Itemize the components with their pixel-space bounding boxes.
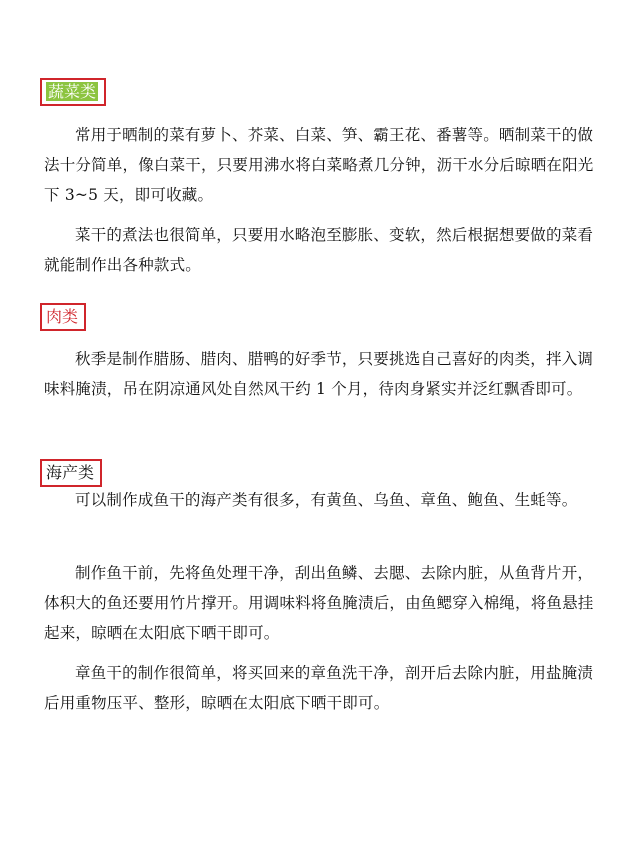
paragraph-meat-1: 秋季是制作腊肠、腊肉、腊鸭的好季节，只要挑选自己喜好的肉类，拌入调味料腌渍，吊在阴凉通风处自然风干约 1 个月，待肉身紧实并泛红飘香即可。 (44, 350, 594, 398)
section-title-vegetables (40, 78, 106, 106)
paragraph-vegetables-1: 常用于晒制的菜有萝卜、芥菜、白菜、笋、霸王花、番薯等。晒制菜干的做法十分简单，像白菜干，只要用沸水将白菜略煮几分钟，沥干水分后晾晒在阳光下 3~5 天，即可收藏。 (44, 126, 594, 204)
section-title-meat-text: 肉类 (46, 307, 79, 326)
section-title-vegetables-text: 蔬菜类 (48, 82, 97, 101)
paragraph-vegetables-2: 菜干的煮法也很简单，只要用水略泡至膨胀、变软，然后根据想要做的菜看就能制作出各种款式。 (44, 226, 594, 274)
section-title-seafood-text: 海产类 (46, 463, 95, 482)
paragraph-seafood-2: 制作鱼干前，先将鱼处理干净，刮出鱼鳞、去腮、去除内脏，从鱼背片开，体积大的鱼还要用竹片撑开。用调味料将鱼腌渍后，由鱼鳃穿入棉绳，将鱼悬挂起来，晾晒在太阳底下晒干即可。 (44, 564, 594, 642)
paragraph-seafood-3: 章鱼干的制作很简单，将买回来的章鱼洗干净，剖开后去除内脏，用盐腌渍后用重物压平、整形，晾晒在太阳底下晒干即可。 (44, 664, 594, 712)
section-title-meat (40, 303, 86, 331)
section-title-seafood (40, 459, 102, 487)
paragraph-seafood-1: 可以制作成鱼干的海产类有很多，有黄鱼、乌鱼、章鱼、鲍鱼、生蚝等。 (75, 491, 578, 509)
